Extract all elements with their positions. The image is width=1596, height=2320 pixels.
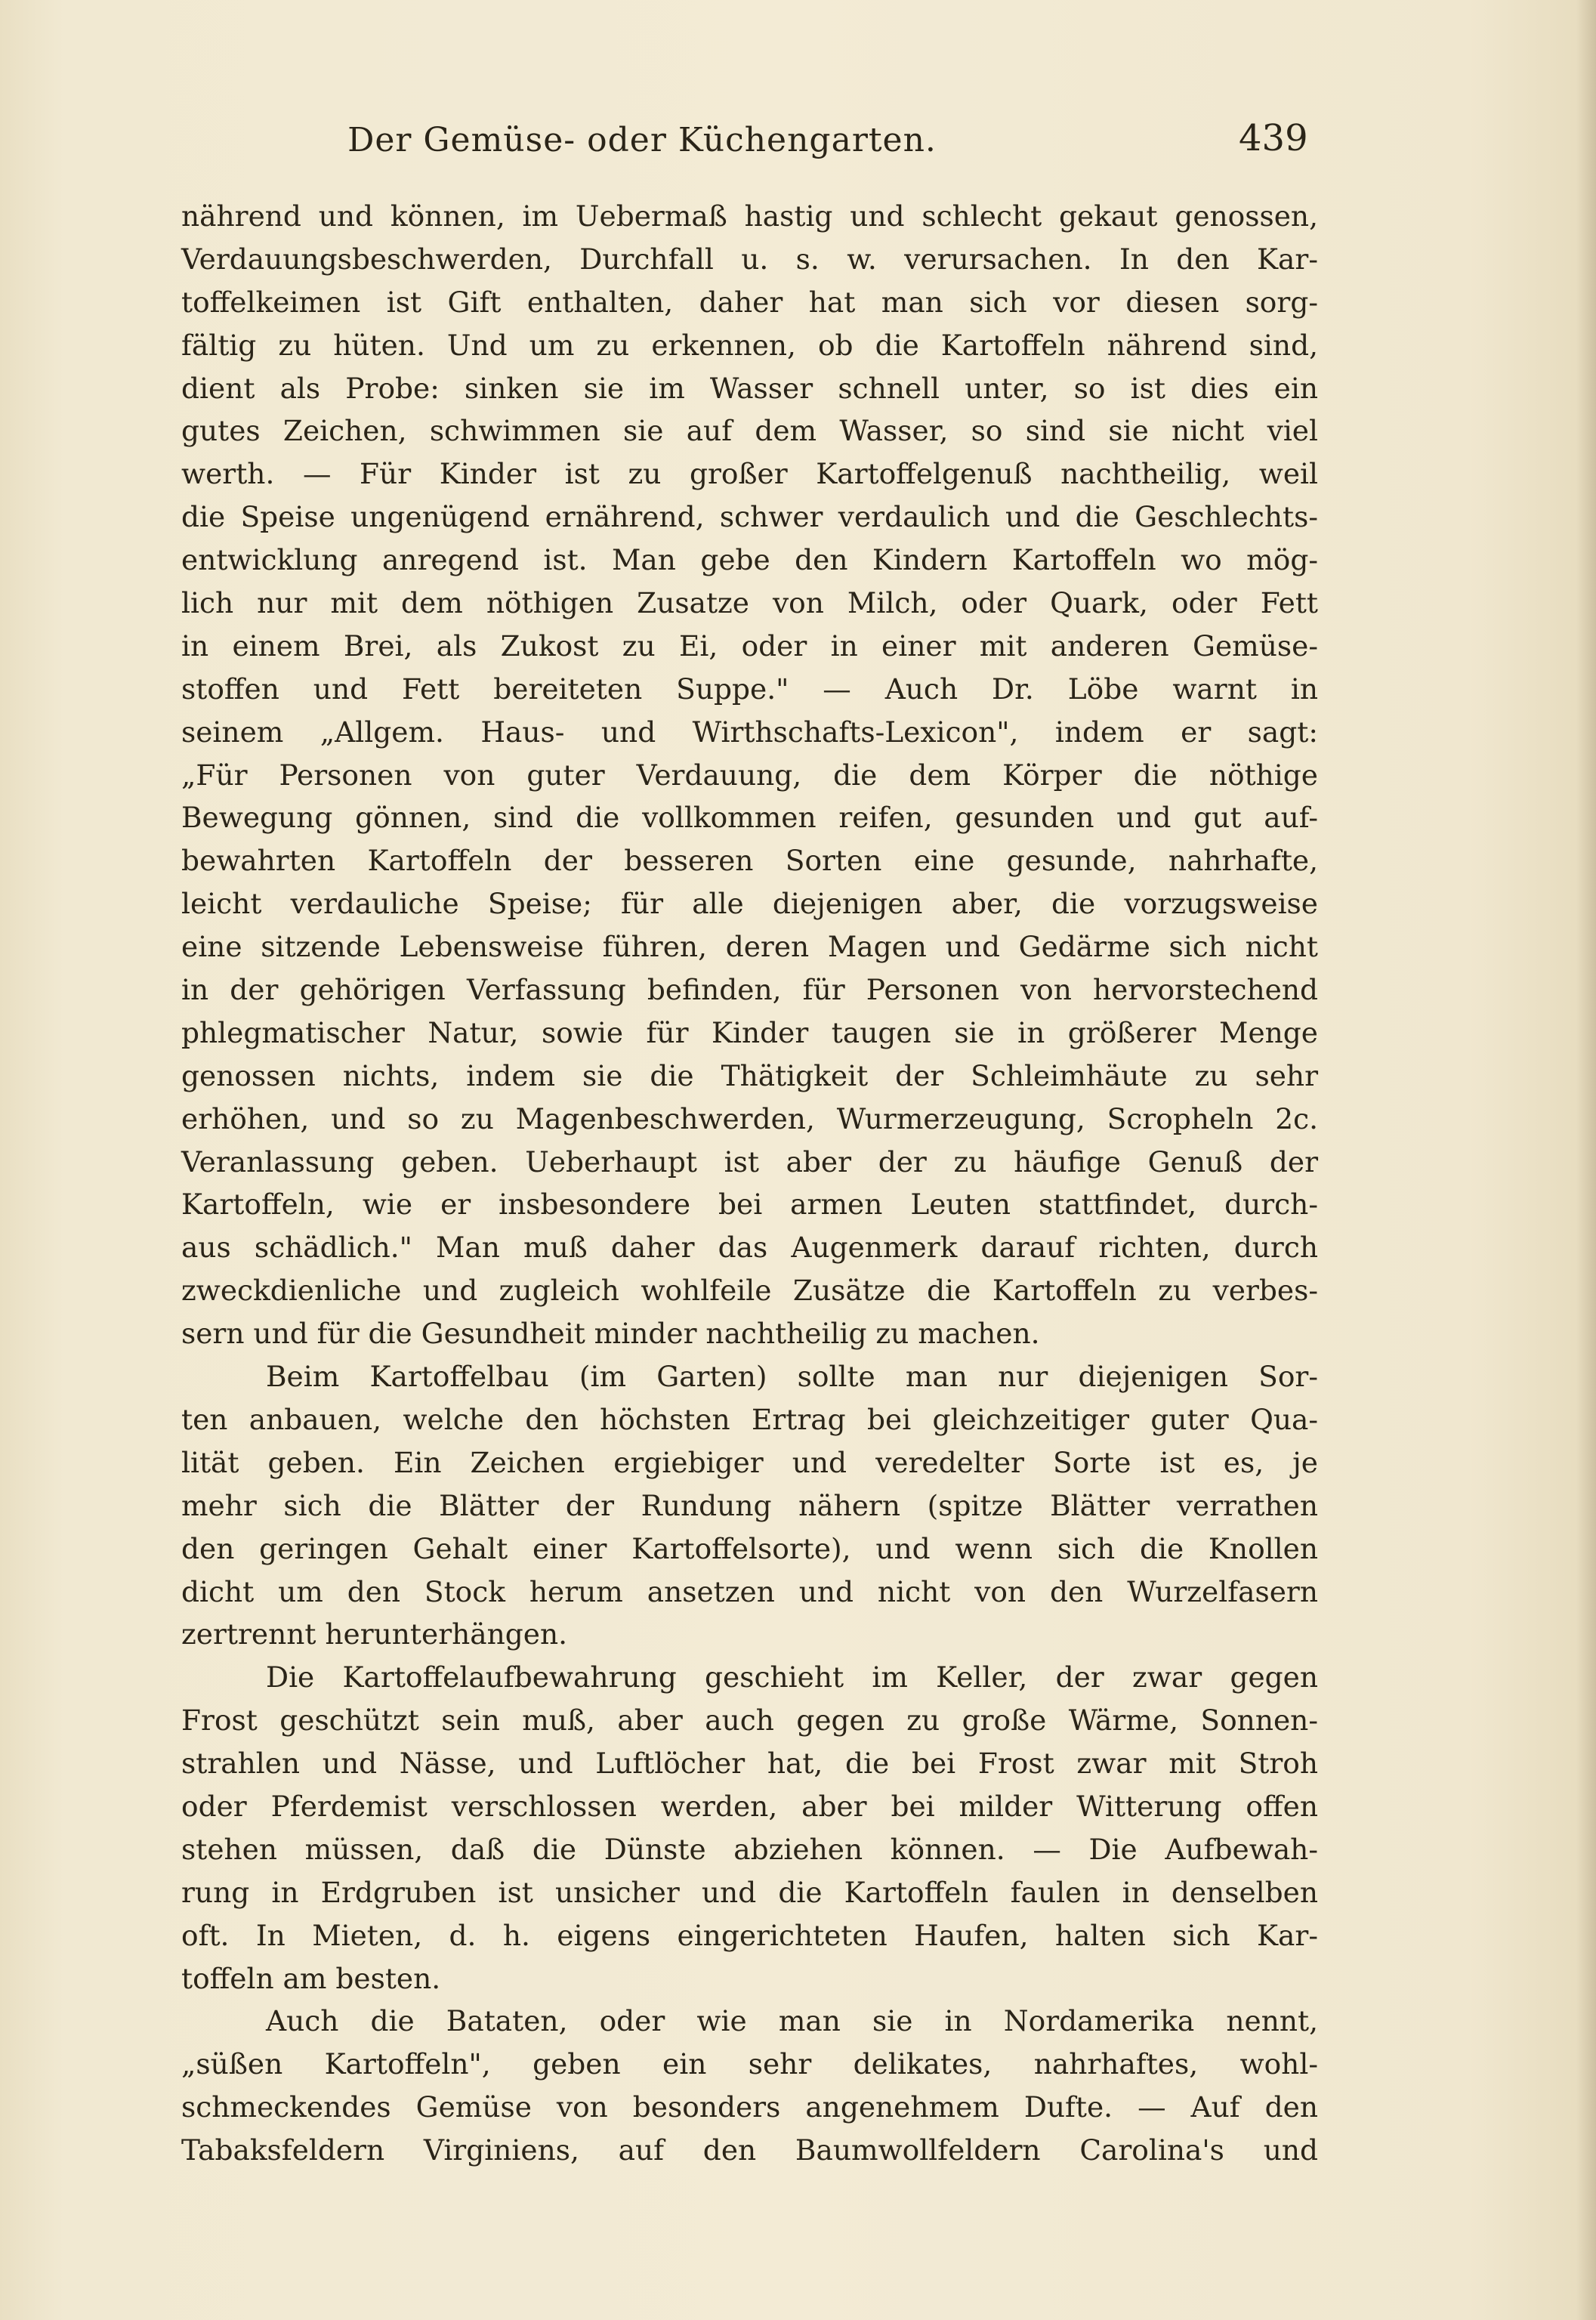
text-line: oder Pferdemist verschlossen werden, aber bei milder Witterung offen	[181, 1789, 1318, 1823]
paragraph-start-line: Die Kartoffelaufbewahrung geschieht im Keller, der zwar gegen	[266, 1660, 1318, 1694]
text-line: toffelkeimen ist Gift enthalten, daher hat man sich vor diesen sorg-	[181, 285, 1318, 319]
body-text	[181, 195, 1318, 2172]
text-line: in einem Brei, als Zukost zu Ei, oder in einer mit anderen Gemüse-	[181, 629, 1318, 663]
running-head: Der Gemüse- oder Küchengarten.	[347, 121, 937, 159]
text-line: schmeckendes Gemüse von besonders angenehmem Dufte. — Auf den	[181, 2090, 1318, 2124]
text-line: Kartoffeln, wie er insbesondere bei armen Leuten stattfindet, durch-	[181, 1188, 1318, 1222]
page-number: 439	[1239, 117, 1308, 159]
text-line: den geringen Gehalt einer Kartoffelsorte), und wenn sich die Knollen	[181, 1531, 1318, 1565]
text-line: eine sitzende Lebensweise führen, deren Magen und Gedärme sich nicht	[181, 930, 1318, 964]
text-line: gutes Zeichen, schwimmen sie auf dem Wasser, so sind sie nicht viel	[181, 414, 1318, 448]
text-line: genossen nichts, indem sie die Thätigkeit der Schleimhäute zu sehr	[181, 1058, 1318, 1092]
text-line: ten anbauen, welche den höchsten Ertrag bei gleichzeitiger guter Qua-	[181, 1402, 1318, 1436]
paragraph-end-line: sern und für die Gesundheit minder nachtheilig zu machen.	[181, 1317, 1040, 1351]
text-line: aus schädlich." Man muß daher das Augenmerk darauf richten, durch	[181, 1231, 1318, 1265]
paragraph-end-line: toffeln am besten.	[181, 1961, 441, 1995]
text-line: lität geben. Ein Zeichen ergiebiger und veredelter Sorte ist es, je	[181, 1445, 1318, 1479]
paragraph-start-line: Auch die Bataten, oder wie man sie in Nordamerika nennt,	[266, 2004, 1318, 2038]
text-line: die Speise ungenügend ernährend, schwer verdaulich und die Geschlechts-	[181, 500, 1318, 534]
text-line: „Für Personen von guter Verdauung, die dem Körper die nöthige	[181, 758, 1318, 792]
text-line: seinem „Allgem. Haus- und Wirthschafts-Lexicon", indem er sagt:	[181, 715, 1318, 749]
page-gutter-shadow	[1576, 0, 1596, 2320]
text-line: stehen müssen, daß die Dünste abziehen können. — Die Aufbewah-	[181, 1832, 1318, 1866]
text-line: erhöhen, und so zu Magenbeschwerden, Wurmerzeugung, Scropheln 2c.	[181, 1101, 1318, 1135]
text-line: Veranlassung geben. Ueberhaupt ist aber der zu häufige Genuß der	[181, 1145, 1318, 1179]
text-line: nährend und können, im Uebermaß hastig und schlecht gekaut genossen,	[181, 199, 1318, 233]
text-line: mehr sich die Blätter der Rundung nähern (spitze Blätter verrathen	[181, 1488, 1318, 1522]
text-line: leicht verdauliche Speise; für alle diejenigen aber, die vorzugsweise	[181, 887, 1318, 921]
text-line: phlegmatischer Natur, sowie für Kinder taugen sie in größerer Menge	[181, 1015, 1318, 1049]
text-line: bewahrten Kartoffeln der besseren Sorten eine gesunde, nahrhafte,	[181, 844, 1318, 878]
text-line: oft. In Mieten, d. h. eigens eingerichteten Haufen, halten sich Kar-	[181, 1918, 1318, 1952]
text-line: dicht um den Stock herum ansetzen und nicht von den Wurzelfasern	[181, 1574, 1318, 1608]
text-line: zweckdienliche und zugleich wohlfeile Zusätze die Kartoffeln zu verbes-	[181, 1274, 1318, 1308]
paragraph-start-line: Beim Kartoffelbau (im Garten) sollte man nur diejenigen Sor-	[266, 1360, 1318, 1394]
text-line: Verdauungsbeschwerden, Durchfall u. s. w. verursachen. In den Kar-	[181, 242, 1318, 276]
text-line: strahlen und Nässe, und Luftlöcher hat, die bei Frost zwar mit Stroh	[181, 1747, 1318, 1781]
text-line: Frost geschützt sein muß, aber auch gegen zu große Wärme, Sonnen-	[181, 1704, 1318, 1738]
text-line: lich nur mit dem nöthigen Zusatze von Milch, oder Quark, oder Fett	[181, 586, 1318, 620]
text-line: stoffen und Fett bereiteten Suppe." — Auch Dr. Löbe warnt in	[181, 672, 1318, 706]
text-line: werth. — Für Kinder ist zu großer Kartoffelgenuß nachtheilig, weil	[181, 457, 1318, 491]
text-line: Bewegung gönnen, sind die vollkommen reifen, gesunden und gut auf-	[181, 801, 1318, 835]
text-line: rung in Erdgruben ist unsicher und die Kartoffeln faulen in denselben	[181, 1875, 1318, 1909]
text-line: dient als Probe: sinken sie im Wasser schnell unter, so ist dies ein	[181, 371, 1318, 405]
text-line: Tabaksfeldern Virginiens, auf den Baumwollfeldern Carolina's und	[181, 2133, 1318, 2167]
paragraph-end-line: zertrennt herunterhängen.	[181, 1617, 568, 1651]
text-line: fältig zu hüten. Und um zu erkennen, ob die Kartoffeln nährend sind,	[181, 328, 1318, 362]
text-line: „süßen Kartoffeln", geben ein sehr delikates, nahrhaftes, wohl-	[181, 2047, 1318, 2081]
text-line: entwicklung anregend ist. Man gebe den Kindern Kartoffeln wo mög-	[181, 543, 1318, 577]
text-line: in der gehörigen Verfassung befinden, für Personen von hervorstechend	[181, 973, 1318, 1007]
